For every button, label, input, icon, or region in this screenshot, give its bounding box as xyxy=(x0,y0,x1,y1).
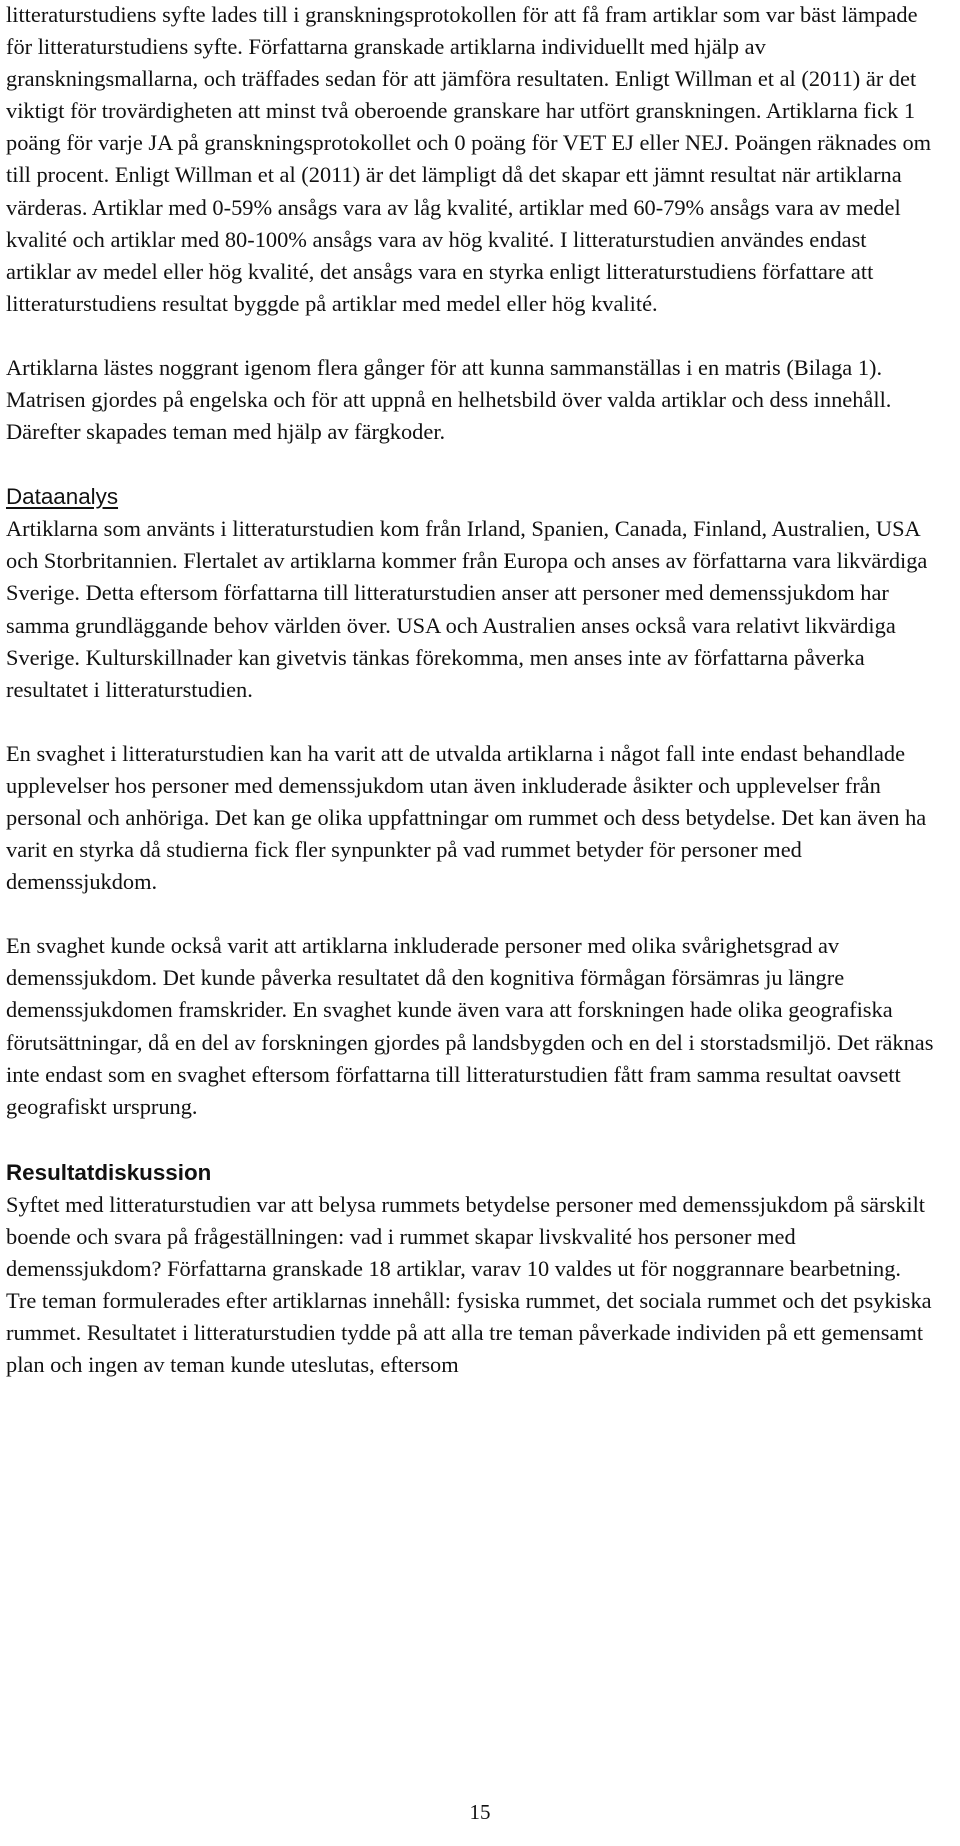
paragraph-svaghet-2: En svaghet kunde också varit att artiklarna inkluderade personer med olika svårighetsgrad av demenssjukdom. Det kunde påverka resultatet då den kognitiva förmågan försämras ju längre demenssjukdomen framskrider. En svaghet kunde även vara att forskningen hade olika geografiska förutsättningar, då en del av forskningen gjordes på landsbygden och en del i storstadsmiljö. Det räknas inte endast som en svaghet eftersom författarna till litteraturstudien fått fram samma resultat oavsett geografiskt ursprung. xyxy=(6,933,934,1119)
paragraph-svaghet-1: En svaghet i litteraturstudien kan ha varit att de utvalda artiklarna i något fall inte endast behandlade upplevelser hos personer med demenssjukdom utan även inkluderade åsikter och upplevelser från personal och anhöriga. Det kan ge olika uppfattningar om rummet och dess betydelse. Det kan även ha varit en styrka då studierna fick fler synpunkter på vad rummet betyder för personer med demenssjukdom. xyxy=(6,740,927,895)
document-page xyxy=(6,0,936,1381)
heading-dataanalys: Dataanalys xyxy=(6,484,119,510)
page-number: 15 xyxy=(469,1800,491,1824)
heading-resultatdiskussion: Resultatdiskussion xyxy=(6,1159,212,1185)
paragraph-granskning: litteraturstudiens syfte lades till i granskningsprotokollen för att få fram artiklar som var bäst lämpade för litteraturstudiens syfte. Författarna granskade artiklarna individuellt med hjälp av granskningsmallarna, och träffades sedan för att jämföra resultaten. Enligt Willman et al (2011) är det viktigt för trovärdigheten att minst två oberoende granskare har utfört granskningen. Artiklarna fick 1 poäng för varje JA på granskningsprotokollet och 0 poäng för VET EJ eller NEJ. Poängen räknades om till procent. Enligt Willman et al (2011) är det lämpligt då det skapar ett jämnt resultat när artiklarna värderas. Artiklar med 0-59% ansågs vara av låg kvalité, artiklar med 60-79% ansågs vara av medel kvalité och artiklar med 80-100% ansågs vara av hög kvalité. I litteraturstudien användes endast artiklar av medel eller hög kvalité, det ansågs vara en styrka enligt litteraturstudiens författare att litteraturstudiens resultat byggde på artiklar med medel eller hög kvalité. xyxy=(6,2,932,316)
paragraph-resultatdiskussion: Syftet med litteraturstudien var att belysa rummets betydelse personer med demenssjukdom på särskilt boende och svara på frågeställningen: vad i rummet skapar livskvalité hos personer med demenssjukdom? Författarna granskade 18 artiklar, varav 10 valdes ut för noggrannare bearbetning. Tre teman formulerades efter artiklarnas innehåll: fysiska rummet, det sociala rummet och det psykiska rummet. Resultatet i litteraturstudien tydde på att alla tre teman påverkade individen på ett gemensamt plan och ingen av teman kunde uteslutas, eftersom xyxy=(6,1191,932,1378)
paragraph-matris: Artiklarna lästes noggrant igenom flera gånger för att kunna sammanställas i en matris (Bilaga 1). Matrisen gjordes på engelska och för att uppnå en helhetsbild över valda artiklar och dess innehåll. Därefter skapades teman med hjälp av färgkoder. xyxy=(6,354,892,445)
paragraph-dataanalys: Artiklarna som använts i litteraturstudien kom från Irland, Spanien, Canada, Finland, Australien, USA och Storbritannien. Flertalet av artiklarna kommer från Europa och anses av författarna vara likvärdiga Sverige. Detta eftersom författarna till litteraturstudien anser att personer med demenssjukdom har samma grundläggande behov världen över. USA och Australien anses också vara relativt likvärdiga Sverige. Kulturskillnader kan givetvis tänkas förekomma, men anses inte av författarna påverka resultatet i litteraturstudien. xyxy=(6,516,928,702)
